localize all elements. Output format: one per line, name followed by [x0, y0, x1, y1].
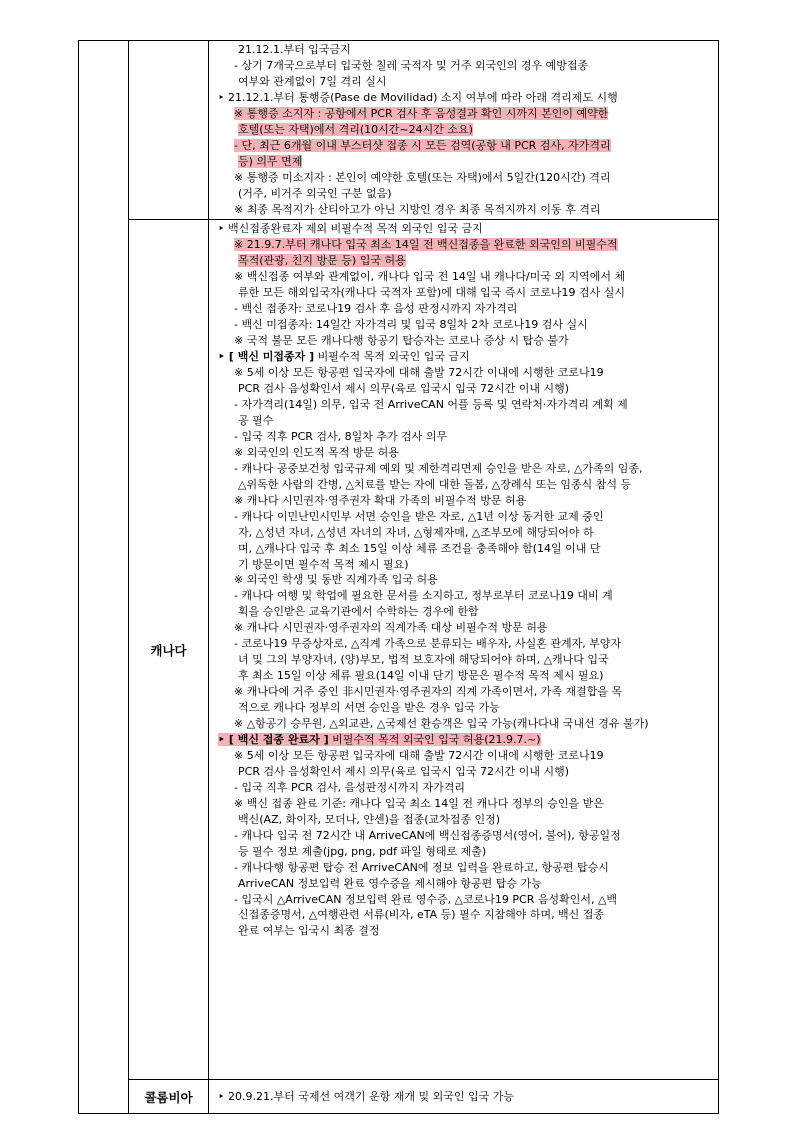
text-line: - 코로나19 무증상자로, △직계 가족으로 분류되는 배우자, 사실혼 관계자, 부양자: [234, 637, 622, 651]
text-line: ※ 21.9.7.부터 캐나다 입국 최소 14일 전 백신접종을 완료한 외국인의 비필수적: [234, 238, 618, 252]
text-line: - 캐나다 공중보건청 입국규제 예외 및 제한격리면제 승인을 받은 자로, △가족의 임종,: [234, 461, 643, 475]
colombia-content: [209, 1088, 718, 1107]
text-line: 백신(AZ, 화이자, 모더나, 얀센)을 접종(교차접종 인정): [238, 812, 501, 826]
text-line: 호텔(또는 자택)에서 격리(10시간~24시간 소요): [238, 122, 473, 136]
text-line: ‣ [ 백신 접종 완료자 ] 비필수적 목적 외국인 입국 허용(21.9.7.~): [218, 732, 541, 746]
text-line: - 캐나다 이민난민시민부 서면 승인을 받은 자로, △1년 이상 동거한 교제 중인: [234, 509, 604, 523]
table-row-canada: [79, 220, 719, 1080]
text-line: 녀 및 그의 부양자녀, (양)부모, 법적 보호자에 해당되어야 하며, △캐나다 입국: [238, 653, 609, 667]
text-line: (거주, 비거주 외국인 구분 없음): [238, 186, 392, 200]
text-line: 등 필수 정보 제출(jpg, png, pdf 파일 형태로 제출): [238, 844, 487, 858]
text-line: ※ 백신접종 여부와 관계없이, 캐나다 입국 전 14일 내 캐나다/미국 외 지역에서 체: [234, 270, 626, 284]
table-row-chile: [79, 41, 719, 220]
text-line: ※ 백신 접종 완료 기준: 캐나다 입국 최소 14일 전 캐나다 정부의 승인을 받은: [234, 796, 604, 810]
country-cell-chile: [129, 41, 209, 220]
text-line: ※ 외국인 학생 및 동반 직계가족 입국 허용: [234, 573, 438, 587]
text-line: 류한 모든 해외입국자(캐나다 국적자 포함)에 대해 입국 즉시 코로나19 검사 실시: [238, 286, 625, 300]
text-line: PCR 검사 음성확인서 제시 의무(육로 입국시 입국 72시간 이내 시행): [238, 764, 570, 778]
text-line: - 캐나다 입국 전 72시간 내 ArriveCAN에 백신접종증명서(영어, 불어), 항공일정: [234, 828, 621, 842]
text-line: 목적(관광, 친지 방문 등) 입국 허용: [238, 254, 406, 268]
text-line: ArriveCAN 정보입력 완료 영수증을 제시해야 항공편 탑승 가능: [238, 876, 542, 890]
text-line: 며, △캐나다 입국 후 최소 15일 이상 체류 조건을 충족해야 함(14일 이내 단: [238, 541, 601, 555]
text-line: ※ 캐나다에 거주 중인 非시민권자·영주권자의 직계 가족이면서, 가족 재결합을 목: [234, 685, 623, 699]
text-line: ※ 최종 목적지가 산티아고가 아닌 지방인 경우 최종 목적지까지 이동 후 격리: [234, 202, 601, 216]
text-line: ※ 캐나다 시민권자·영주권자의 직계가족 대상 비필수적 방문 허용: [234, 621, 548, 635]
text-line: ※ △항공기 승무원, △외교관, △국제선 환승객은 입국 가능(캐나다내 국내선 경유 불가): [234, 717, 649, 731]
text-line: PCR 검사 음성확인서 제시 의무(육로 입국시 입국 72시간 이내 시행): [238, 382, 570, 396]
country-name-colombia: 콜롬비아: [129, 1080, 209, 1114]
text-line: 신접종증명서, △여행관련 서류(비자, eTA 등) 필수 지참해야 하며, 백신 접종: [238, 908, 605, 922]
text-line: ※ 외국인의 인도적 목적 방문 허용: [234, 445, 399, 459]
chile-content: [209, 41, 718, 219]
country-entry-table: [78, 40, 719, 1114]
canada-content: [209, 220, 718, 941]
text-line: 기 방문이면 필수적 목적 제시 필요): [238, 557, 409, 571]
text-line: 여부와 관계없이 7일 격리 실시: [238, 74, 387, 88]
text-line: ‣ 20.9.21.부터 국제선 여객기 운항 재개 및 외국인 입국 가능: [218, 1089, 514, 1103]
region-cell: [79, 41, 129, 1114]
text-line: 획을 승인받은 교육기관에서 수학하는 경우에 한함: [238, 605, 479, 619]
text-line: ‣ 21.12.1.부터 통행증(Pase de Movilidad) 소지 여부에 따라 아래 격리제도 시행: [218, 90, 618, 104]
text-line: 자, △성년 자녀, △성년 자녀의 자녀, △형제자매, △조부모에 해당되어야 하: [238, 525, 594, 539]
country-name-canada: 캐나다: [129, 220, 209, 1080]
text-line: 21.12.1.부터 입국금지: [238, 43, 351, 56]
text-line: ※ 5세 이상 모든 항공편 입국자에 대해 출발 72시간 이내에 시행한 코로나19: [234, 366, 604, 380]
text-line: ‣ [ 백신 미접종자 ] 비필수적 목적 외국인 입국 금지: [218, 350, 470, 364]
text-line: - 입국시 △ArriveCAN 정보입력 완료 영수증, △코로나19 PCR 음성확인서, △백: [234, 892, 618, 906]
text-line: - 캐나다 여행 및 학업에 필요한 문서를 소지하고, 정부로부터 코로나19 대비 계: [234, 589, 613, 603]
text-line: ※ 5세 이상 모든 항공편 입국자에 대해 출발 72시간 이내에 시행한 코로나19: [234, 748, 604, 762]
text-line: ※ 국적 불문 모든 캐나다행 항공기 탑승자는 코로나 증상 시 탑승 불가: [234, 334, 569, 348]
content-cell-canada: [209, 220, 719, 1080]
text-line: - 자가격리(14일) 의무, 입국 전 ArriveCAN 어플 등록 및 연락처·자가격리 계획 제: [234, 397, 628, 411]
text-line: - 상기 7개국으로부터 입국한 칠레 국적자 및 거주 외국인의 경우 예방접종: [234, 58, 589, 72]
text-line: - 캐나다행 항공편 탑승 전 ArriveCAN에 정보 입력을 완료하고, 항공편 탑승시: [234, 860, 609, 874]
text-line: ※ 통행증 소지자 : 공항에서 PCR 검사 후 음성결과 확인 시까지 본인이 예약한: [234, 106, 609, 120]
text-line: △위독한 사람의 간병, △치료를 받는 자에 대한 돌봄, △장례식 또는 임종식 참석 등: [238, 477, 632, 491]
text-line: - 입국 직후 PCR 검사, 8일차 추가 검사 의무: [234, 429, 448, 443]
text-line: - 백신 접종자: 코로나19 검사 후 음성 판정시까지 자가격리: [234, 302, 518, 316]
text-line: - 단, 최근 6개월 이내 부스터샷 접종 시 모든 검역(공항 내 PCR 검사, 자가격리: [234, 138, 611, 152]
text-line: ※ 통행증 미소지자 : 본인이 예약한 호텔(또는 자택)에서 5일간(120시간) 격리: [234, 170, 611, 184]
content-cell-colombia: [209, 1080, 719, 1114]
text-line: 완료 여부는 입국시 최종 결정: [238, 924, 380, 938]
text-line: 공 필수: [238, 413, 274, 427]
text-line: ‣ 백신접종완료자 제외 비필수적 목적 외국인 입국 금지: [218, 222, 483, 236]
text-line: - 백신 미접종자: 14일간 자가격리 및 입국 8일차 2차 코로나19 검사 실시: [234, 318, 588, 332]
text-line: 등) 의무 면제: [238, 154, 303, 168]
table-row-colombia: [79, 1080, 719, 1114]
text-line: 적으로 캐나다 정부의 서면 승인을 받은 경우 입국 가능: [238, 701, 500, 715]
text-line: ※ 캐나다 시민권자·영주권자 확대 가족의 비필수적 방문 허용: [234, 493, 527, 507]
text-line: 후 최소 15일 이상 체류 필요(14일 이내 단기 방문은 필수적 목적 제시 필요): [238, 669, 604, 683]
text-line: - 입국 직후 PCR 검사, 음성판정시까지 자가격리: [234, 780, 466, 794]
content-cell-chile: [209, 41, 719, 220]
